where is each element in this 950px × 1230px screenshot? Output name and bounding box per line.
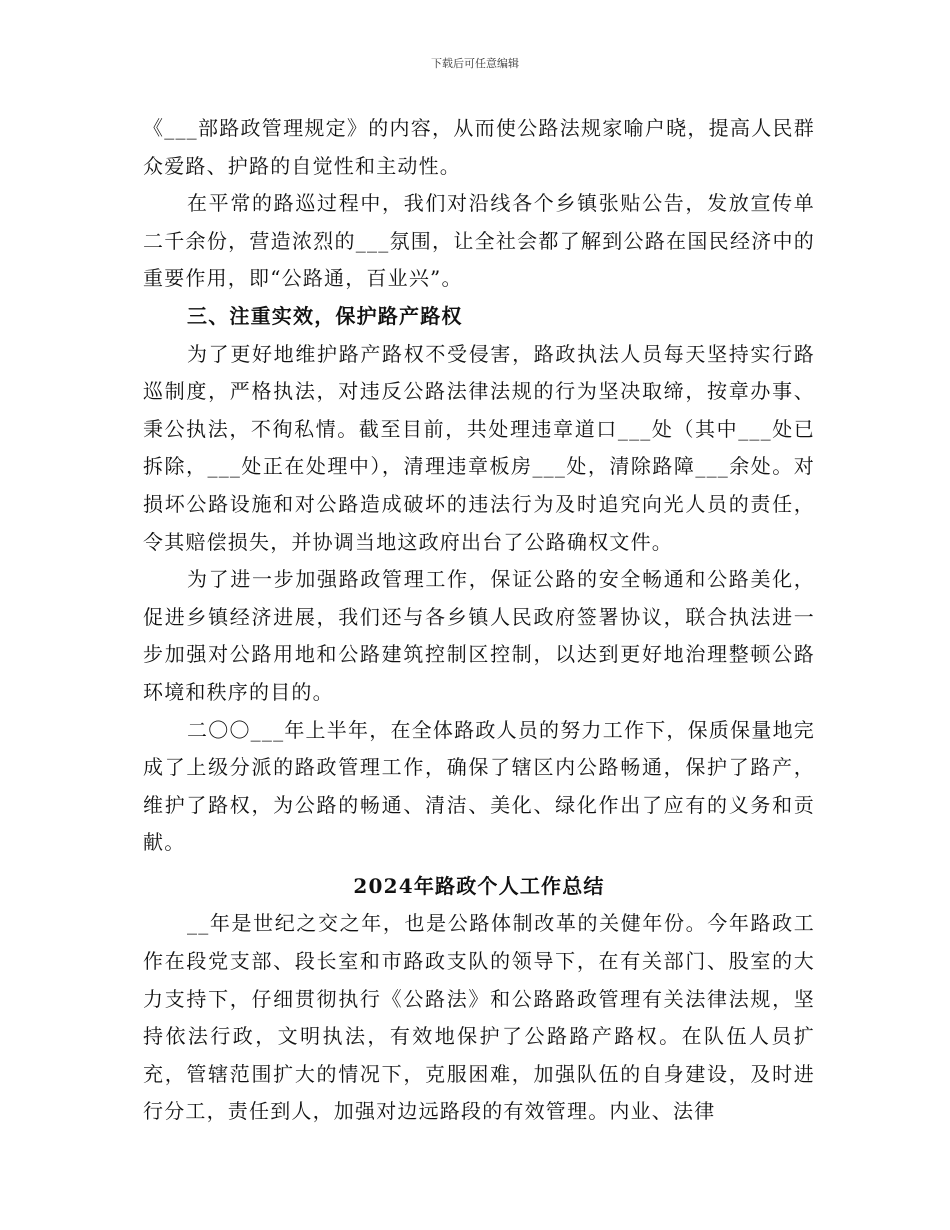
paragraph-2: 在平常的路巡过程中，我们对沿线各个乡镇张贴公告，发放宣传单二千余份，营造浓烈的___氛围，让全社会都了解到公路在国民经济中的重要作用，即“公路通，百业兴”。 [143, 191, 815, 291]
document-body [143, 110, 815, 1131]
paragraph-5: 二〇〇___年上半年，在全体路政人员的努力工作下，保质保量地完成了上级分派的路政管理工作，确保了辖区内公路畅通，保护了路产，维护了路权，为公路的畅通、清洁、美化、绿化作出了应有的义务和贡献。 [143, 717, 815, 855]
paragraph-6: __年是世纪之交之年，也是公路体制改革的关健年份。今年路政工作在段党支部、段长室和市路政支队的领导下，在有关部门、股室的大力支持下，仔细贯彻执行《公路法》和公路路政管理有关法律法规，坚持依法行政，文明执法，有效地保护了公路路产路权。在队伍人员扩充，管辖范围扩大的情况下，克服困难，加强队伍的自身建设，及时进行分工，责任到人，加强对边远路段的有效管理。内业、法律 [143, 911, 815, 1124]
paragraph-1: 《___部路政管理规定》的内容，从而使公路法规家喻户晓，提高人民群众爱路、护路的自觉性和主动性。 [143, 116, 815, 178]
paragraph-3: 为了更好地维护路产路权不受侵害，路政执法人员每天坚持实行路巡制度，严格执法，对违反公路法律法规的行为坚决取缔，按章办事、秉公执法，不徇私情。截至目前，共处理违章道口___处（其中___处已拆除，___处正在处理中），清理违章板房___处，清除路障___余处。对损坏公路设施和对公路造成破坏的违法行为及时追究向光人员的责任，令其赔偿损失，并协调当地这政府出台了公路确权文件。 [143, 341, 815, 554]
page-header: 下载后可任意编辑 [431, 57, 519, 70]
paragraph-4: 为了进一步加强路政管理工作，保证公路的安全畅通和公路美化，促进乡镇经济进展，我们还与各乡镇人民政府签署协议，联合执法进一步加强对公路用地和公路建筑控制区控制，以达到更好地治理整顿公路环境和秩序的目的。 [143, 567, 815, 704]
document-title: 2024年路政个人工作总结 [353, 873, 605, 898]
section-heading-3: 三、注重实效，保护路产路权 [187, 303, 463, 328]
